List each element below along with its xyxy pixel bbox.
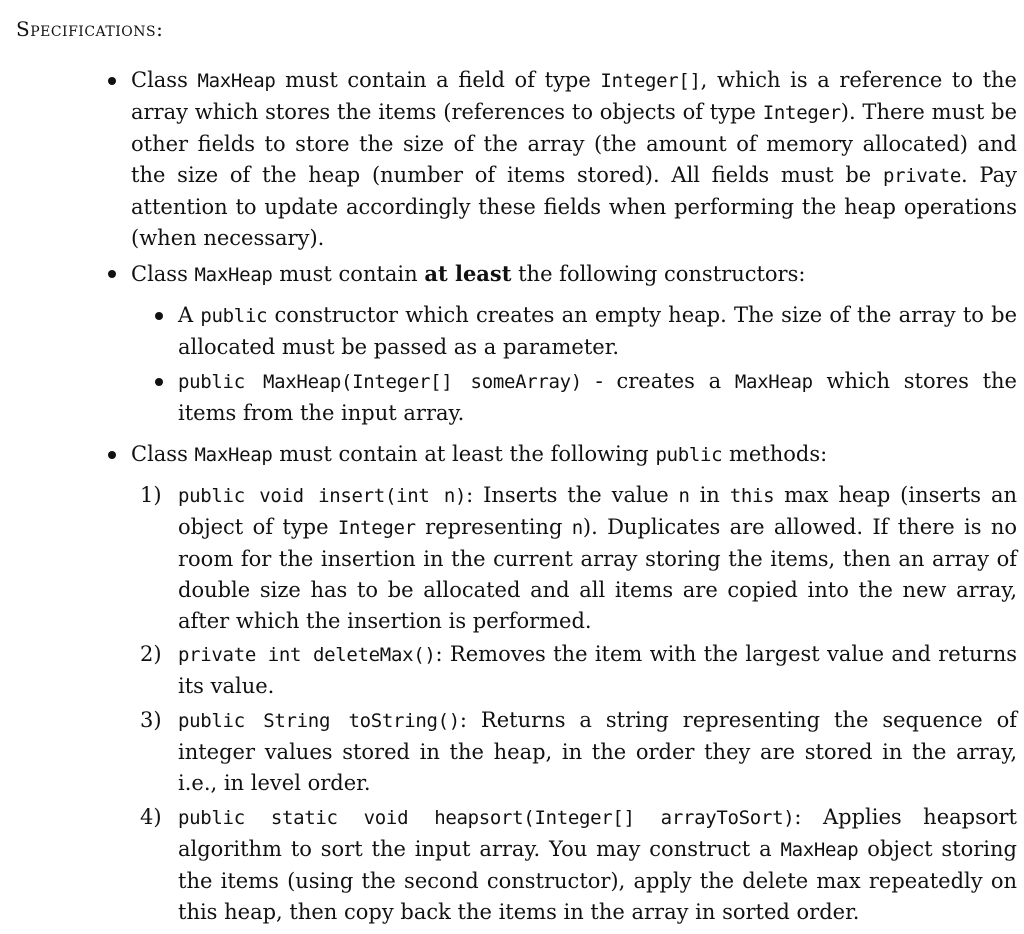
method-item-heapsort: public static void heapsort(Integer[] arrayToSort): Applies heapsort algorithm to sort the input array. You may construct a MaxHeap object storing the items (using the second constructor), apply the delete max repeatedly on this heap, then copy back the items in the array in sorted order. [178,805,1017,924]
method-item-tostring: public String toString(): Returns a string representing the sequence of integer values stored in the heap, in the order they are stored in the array, i.e., in level order. [178,708,1018,795]
code-text: public MaxHeap(Integer[] someArray) [178,371,582,393]
code-text: Integer [762,102,841,124]
spec-item-constructors: Class MaxHeap must contain at least the following constructors: [131,261,806,286]
code-text: public static void heapsort(Integer[] arrayToSort) [178,807,795,829]
method-number: 4) [140,805,162,829]
constructor-item-array: public MaxHeap(Integer[] someArray) - creates a MaxHeap which stores the items from the input array. [178,369,1017,425]
method-number: 2) [140,642,162,666]
code-text: private [883,165,961,187]
code-text: public void insert(int n) [178,485,467,507]
constructor-item-empty: A public constructor which creates an empty heap. The size of the array to be allocated must be passed as a parameter. [178,303,1017,359]
code-text: MaxHeap [197,70,276,92]
spec-item-fields: Class MaxHeap must contain a field of type Integer[], which is a reference to the array which stores the items (references to objects of type Integer). There must be other fields to store the size of the array (the amount of memory allocated) and the size of the heap (number of items stored). All fields must be private. Pay attention to update accordingly these fields when performing the heap operations (when necessary). [131,68,1018,250]
code-text: private int deleteMax() [178,644,436,666]
bullet-marker [155,378,163,386]
section-heading: Specifications: [16,17,164,41]
code-text: n [571,517,583,539]
method-item-deletemax: private int deleteMax(): Removes the item with the largest value and returns its value. [178,642,1018,698]
code-text: public [200,305,268,327]
bullet-marker [108,451,116,459]
code-text: MaxHeap [194,264,273,286]
bullet-marker [155,312,163,320]
code-text: public [655,444,723,466]
bullet-marker [108,270,116,278]
code-text: MaxHeap [780,839,859,861]
code-text: MaxHeap [734,371,813,393]
code-text: MaxHeap [194,444,273,466]
method-number: 3) [140,708,162,732]
spec-item-methods: Class MaxHeap must contain at least the following public methods: [131,442,828,466]
code-text: this [729,485,775,507]
method-item-insert: public void insert(int n): Inserts the value n in this max heap (inserts an object of type Integer representing n). Duplicates are allowed. If there is no room for the insertion in the current array storing the items, then an array of double size has to be allocated and all items are copied into the new array, after which the insertion is performed. [178,483,1017,633]
code-text: Integer [337,517,416,539]
code-text: n [678,485,690,507]
bullet-marker [108,77,116,85]
method-number: 1) [140,483,162,507]
code-text: Integer[] [600,70,701,92]
bold-text: at least [424,261,512,286]
code-text: public String toString() [178,710,460,732]
